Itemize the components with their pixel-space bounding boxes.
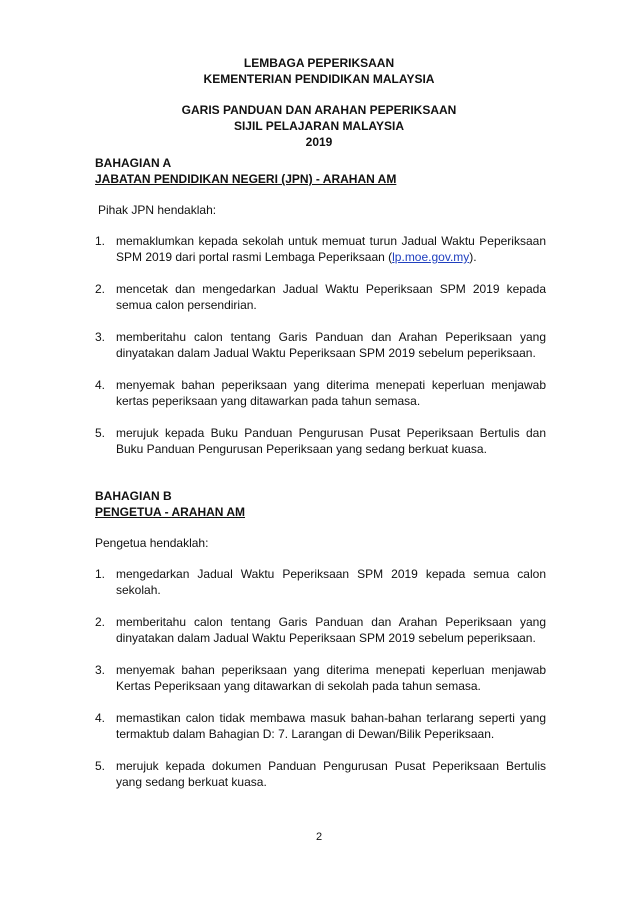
section-a-title: BAHAGIAN A: [95, 156, 172, 170]
list-item-number: 3.: [95, 663, 106, 677]
header-year: 2019: [305, 135, 333, 149]
header-line-3: GARIS PANDUAN DAN ARAHAN PEPERIKSAAN: [181, 103, 457, 117]
list-item: [95, 377, 546, 409]
list-item-text: merujuk kepada Buku Panduan Pengurusan Pusat Peperiksaan Bertulis dan Buku Panduan Pengurusan Peperiksaan yang sedang berkuat kuasa.: [116, 426, 546, 456]
section-b: [95, 488, 546, 790]
list-item: [95, 425, 546, 457]
section-a-intro: Pihak JPN hendaklah:: [98, 203, 217, 217]
list-item-number: 5.: [95, 426, 106, 440]
section-a: [95, 155, 546, 457]
list-item-number: 1.: [95, 234, 106, 248]
list-item: [95, 281, 546, 313]
list-item-text: memberitahu calon tentang Garis Panduan dan Arahan Peperiksaan yang dinyatakan dalam Jadual Waktu Peperiksaan SPM 2019 sebelum peperiksaan.: [116, 615, 546, 645]
section-b-subtitle: PENGETUA - ARAHAN AM: [95, 505, 245, 519]
list-item-text: mencetak dan mengedarkan Jadual Waktu Peperiksaan SPM 2019 kepada semua calon persendirian.: [116, 282, 546, 312]
section-b-intro: Pengetua hendaklah:: [95, 536, 209, 550]
list-item-number: 4.: [95, 378, 106, 392]
header-spacer: [0, 87, 638, 102]
list-item-text-after-link: ).: [469, 250, 477, 264]
list-item-text-before-link: memaklumkan kepada sekolah untuk memuat turun Jadual Waktu Peperiksaan SPM 2019 dari portal rasmi Lembaga Peperiksaan (: [116, 234, 546, 264]
list-item-text: memberitahu calon tentang Garis Panduan dan Arahan Peperiksaan yang dinyatakan dalam Jadual Waktu Peperiksaan SPM 2019 sebelum peperiksaan.: [116, 330, 546, 360]
portal-link[interactable]: lp.moe.gov.my: [392, 250, 470, 264]
section-a-subtitle: JABATAN PENDIDIKAN NEGERI (JPN) - ARAHAN AM: [95, 172, 397, 186]
document-header: [0, 55, 638, 150]
list-item-text: menyemak bahan peperiksaan yang diterima menepati keperluan menjawab Kertas Peperiksaan yang ditawarkan di sekolah pada tahun semasa.: [116, 663, 546, 693]
list-item-number: 1.: [95, 567, 106, 581]
document-body: [95, 155, 546, 790]
list-item-text: [116, 233, 546, 265]
header-line-2: KEMENTERIAN PENDIDIKAN MALAYSIA: [203, 72, 435, 86]
list-item: [95, 233, 546, 265]
list-item-text: merujuk kepada dokumen Panduan Pengurusan Pusat Peperiksaan Bertulis yang sedang berkuat kuasa.: [116, 759, 546, 789]
section-b-title: BAHAGIAN B: [95, 489, 172, 503]
list-item-text: mengedarkan Jadual Waktu Peperiksaan SPM 2019 kepada semua calon sekolah.: [116, 567, 546, 597]
header-line-1: LEMBAGA PEPERIKSAAN: [243, 56, 395, 70]
list-item: [95, 614, 546, 646]
header-line-4: SIJIL PELAJARAN MALAYSIA: [233, 119, 405, 133]
page-number: 2: [315, 831, 323, 843]
list-item-text: menyemak bahan peperiksaan yang diterima menepati keperluan menjawab kertas peperiksaan yang ditawarkan pada tahun semasa.: [116, 378, 546, 408]
list-item-number: 2.: [95, 615, 106, 629]
list-item-number: 2.: [95, 282, 106, 296]
list-item: [95, 662, 546, 694]
list-item: [95, 566, 546, 598]
list-item: [95, 329, 546, 361]
list-item-number: 5.: [95, 759, 106, 773]
list-item-number: 4.: [95, 711, 106, 725]
list-item-number: 3.: [95, 330, 106, 344]
list-item: [95, 758, 546, 790]
list-item: [95, 710, 546, 742]
list-item-text: memastikan calon tidak membawa masuk bahan-bahan terlarang seperti yang termaktub dalam Bahagian D: 7. Larangan di Dewan/Bilik Peperiksaan.: [116, 711, 546, 741]
